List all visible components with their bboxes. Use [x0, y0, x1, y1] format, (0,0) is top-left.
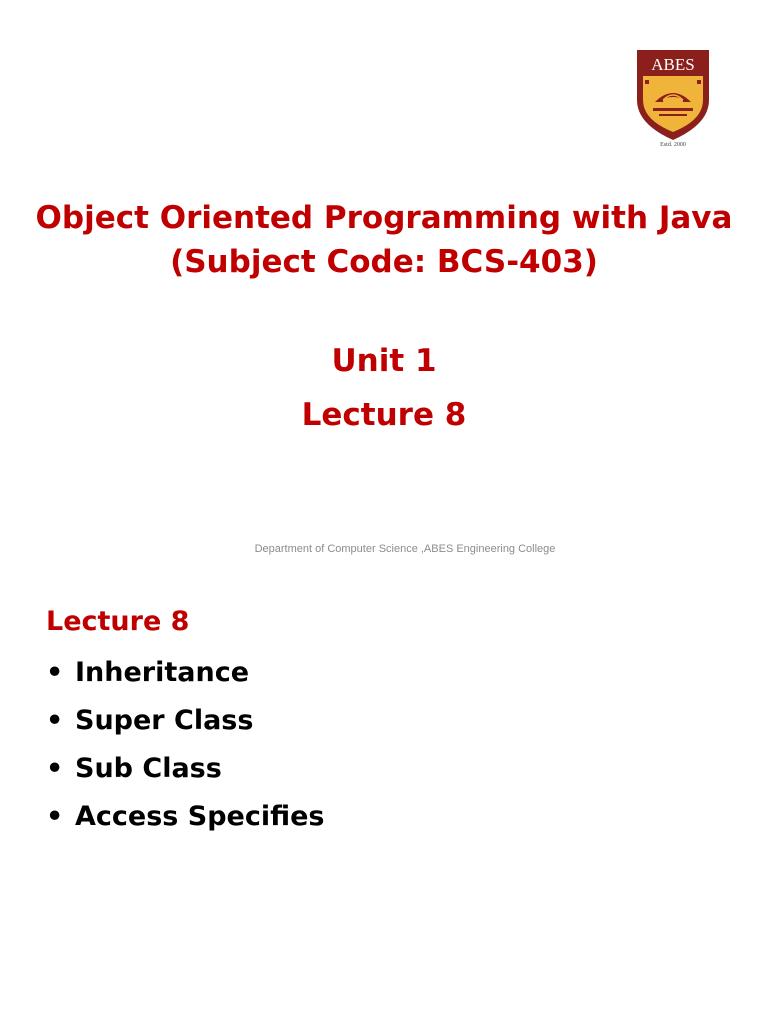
- topic-label: Super Class: [75, 705, 254, 736]
- logo-brand-text: ABES: [651, 55, 695, 74]
- bullet-icon: •: [46, 753, 64, 784]
- bullet-icon: •: [46, 705, 64, 736]
- topic-label: Inheritance: [75, 657, 250, 688]
- bullet-icon: •: [46, 657, 64, 688]
- bullet-icon: •: [46, 801, 64, 832]
- topic-label: Access Specifies: [75, 801, 325, 832]
- lecture-section-heading: Lecture 8: [46, 606, 190, 637]
- unit-label: Unit 1: [331, 343, 437, 379]
- course-title: [0, 196, 768, 284]
- department-footer: Department of Computer Science ,ABES Engineering College: [254, 543, 556, 555]
- topic-label: Sub Class: [75, 753, 222, 784]
- lecture-label: Lecture 8: [301, 397, 467, 433]
- topic-list: [46, 654, 325, 846]
- topic-item: [46, 750, 325, 798]
- unit-lecture-block: [0, 334, 768, 442]
- topic-item: [46, 654, 325, 702]
- topic-item: [46, 702, 325, 750]
- logo-established-text: Estd. 2000: [660, 142, 686, 148]
- topic-item: [46, 798, 325, 846]
- college-logo: [633, 44, 713, 148]
- course-title-line1: Object Oriented Programming with Java: [35, 200, 733, 236]
- course-subject-code: (Subject Code: BCS-403): [170, 244, 598, 280]
